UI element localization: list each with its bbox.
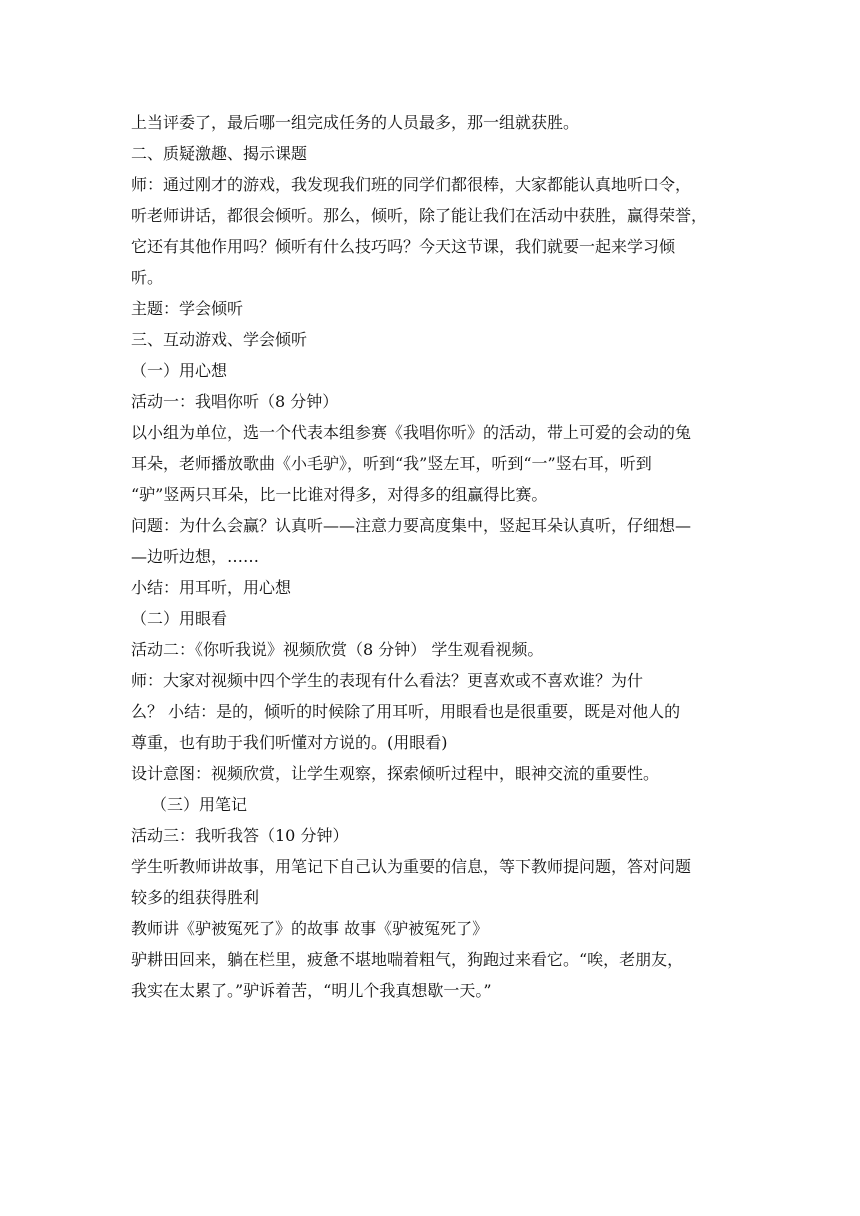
text-line: 问题：为什么会赢？认真听——注意力要高度集中，竖起耳朵认真听，仔细想—: [131, 516, 692, 535]
text-line: 以小组为单位，选一个代表本组参赛《我唱你听》的活动，带上可爱的会动的兔: [131, 423, 692, 442]
text-line: —边听边想，……: [131, 547, 260, 566]
text-line: “驴”竖两只耳朵，比一比谁对得多，对得多的组赢得比赛。: [131, 485, 548, 504]
text-line: 它还有其他作用吗？倾听有什么技巧吗？今天这节课，我们就要一起来学习倾: [131, 237, 676, 256]
text-line: 师：大家对视频中四个学生的表现有什么看法？更喜欢或不喜欢谁？为什: [131, 671, 644, 690]
text-line: 尊重，也有助于我们听懂对方说的。(用眼看): [131, 733, 448, 752]
text-line: 学生听教师讲故事，用笔记下自己认为重要的信息，等下教师提问题，答对问题: [131, 857, 692, 876]
text-line: 么？ 小结：是的，倾听的时候除了用耳听，用眼看也是很重要，既是对他人的: [131, 702, 681, 721]
subsection-heading: （一）用心想: [131, 361, 228, 380]
text-line: 驴耕田回来，躺在栏里，疲惫不堪地喘着粗气，狗跑过来看它。“唉，老朋友，: [131, 950, 684, 969]
text-line: 较多的组获得胜利: [131, 888, 260, 907]
text-line: 听。: [131, 268, 164, 287]
section-heading: 二、质疑激趣、揭示课题: [131, 144, 308, 163]
text-line: 耳朵，老师播放歌曲《小毛驴》，听到“我”竖左耳，听到“一”竖右耳，听到: [131, 454, 652, 473]
text-line: 我实在太累了。”驴诉着苦，“明儿个我真想歇一天。”: [131, 981, 492, 1000]
document-body: [131, 108, 731, 1007]
activity-title: 活动二：《你听我说》视频欣赏（8 分钟） 学生观看视频。: [131, 640, 544, 659]
design-intent-line: 设计意图：视频欣赏，让学生观察，探索倾听过程中，眼神交流的重要性。: [131, 764, 660, 783]
topic-line: 主题：学会倾听: [131, 299, 244, 318]
activity-title: 活动一：我唱你听（8 分钟）: [131, 392, 339, 411]
subsection-heading: （二）用眼看: [131, 609, 228, 628]
section-heading: 三、互动游戏、学会倾听: [131, 330, 308, 349]
activity-title: 活动三：我听我答（10 分钟）: [131, 826, 349, 845]
text-line: 听老师讲话，都很会倾听。那么，倾听，除了能让我们在活动中获胜，赢得荣誉，: [131, 206, 708, 225]
text-line: 师：通过刚才的游戏，我发现我们班的同学们都很棒，大家都能认真地听口令，: [131, 175, 692, 194]
summary-line: 小结：用耳听，用心想: [131, 578, 292, 597]
text-line: 上当评委了，最后哪一组完成任务的人员最多，那一组就获胜。: [131, 113, 580, 132]
text-line: 教师讲《驴被冤死了》的故事 故事《驴被冤死了》: [131, 919, 489, 938]
subsection-heading: （三）用笔记: [151, 795, 248, 814]
